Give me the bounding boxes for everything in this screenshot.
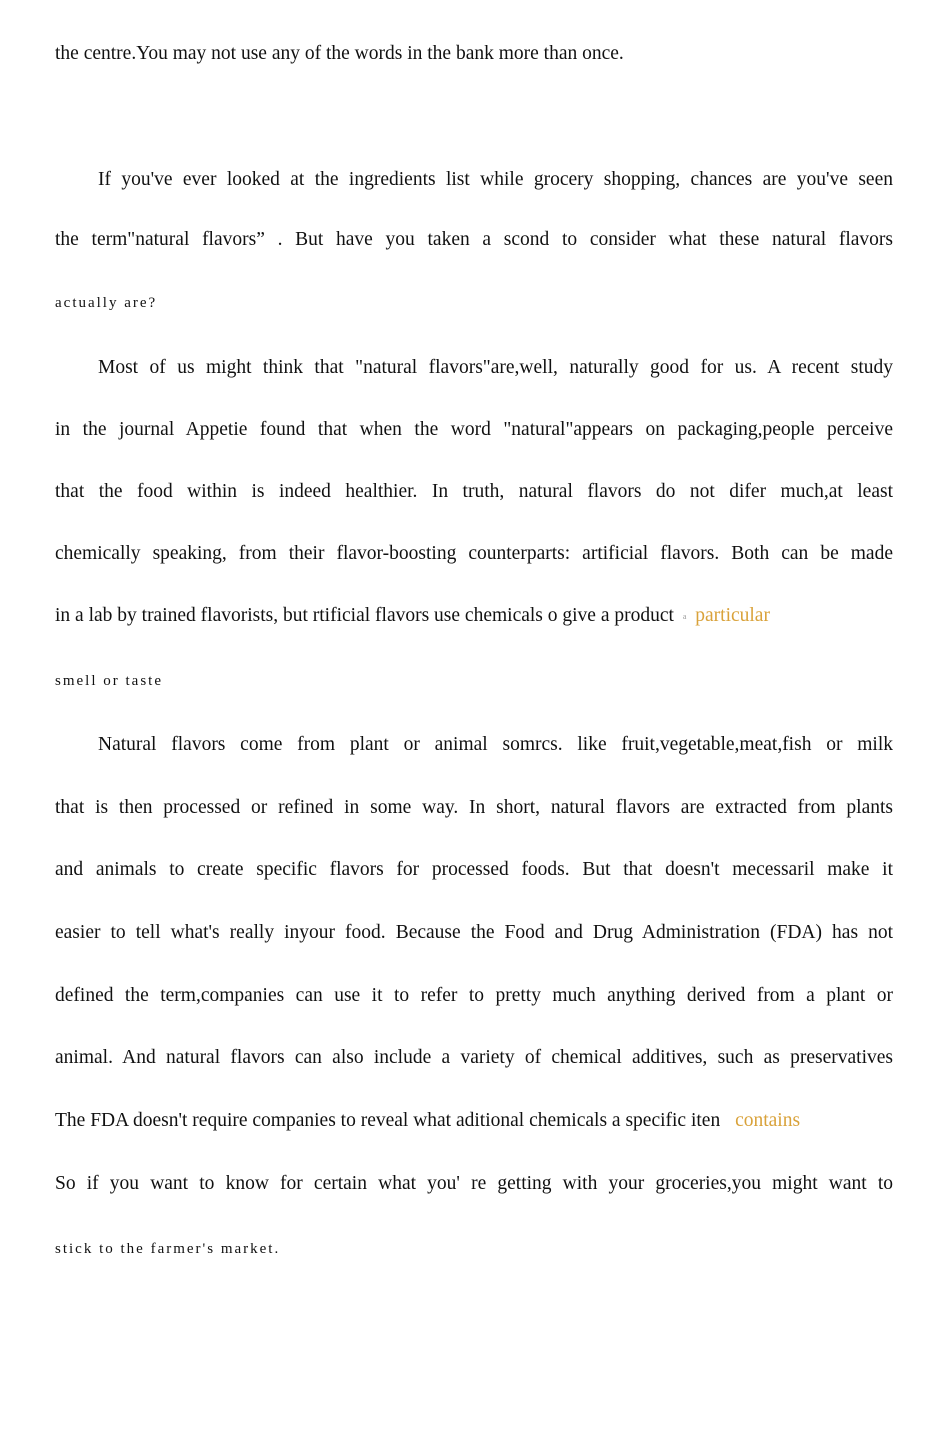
paragraph-3-line-4: easier to tell what's really inyour food. Because the Food and Drug Administration (FDA) has not (55, 922, 893, 943)
paragraph-2-line-2: in the journal Appetie found that when the word "natural"appears on packaging,people perceive (55, 419, 893, 440)
paragraph-3-line-9: stick to the farmer's market. (55, 1241, 281, 1257)
paragraph-3-line-3: and animals to create specific flavors for processed foods. But that doesn't mecessaril make it (55, 859, 893, 880)
paragraph-3-line-6: animal. And natural flavors can also include a variety of chemical additives, such as preservatives (55, 1047, 893, 1068)
paragraph-2-line-4: chemically speaking, from their flavor-boosting counterparts: artificial flavors. Both can be made (55, 543, 893, 564)
paragraph-3-line-7 (55, 1109, 800, 1133)
instruction-text: the centre.You may not use any of the words in the bank more than once. (55, 43, 624, 64)
paragraph-2-line-5 (55, 604, 770, 629)
answer-particular: particular (695, 605, 770, 626)
paragraph-3-line-5: defined the term,companies can use it to refer to pretty much anything derived from a plant or (55, 985, 893, 1006)
paragraph-1-line-2: the term"natural flavors” . But have you taken a scond to consider what these natural flavors (55, 229, 893, 250)
paragraph-2-line-6: smell or taste (55, 673, 163, 689)
blank-mark: a (682, 611, 687, 621)
paragraph-1-line-1: If you've ever looked at the ingredients list while grocery shopping, chances are you've seen (98, 169, 893, 190)
paragraph-3-line-2: that is then processed or refined in some way. In short, natural flavors are extracted from plants (55, 797, 893, 818)
paragraph-3-line-8: So if you want to know for certain what you' re getting with your groceries,you might want to (55, 1173, 893, 1194)
paragraph-1-line-3: actually are? (55, 295, 158, 311)
paragraph-2-line-5-text: in a lab by trained flavorists, but rtificial flavors use chemicals o give a product (55, 605, 674, 626)
paragraph-3-line-7-text: The FDA doesn't require companies to reveal what aditional chemicals a specific iten (55, 1110, 721, 1131)
answer-contains: contains (735, 1110, 801, 1131)
paragraph-2-line-1: Most of us might think that "natural flavors"are,well, naturally good for us. A recent study (98, 357, 893, 378)
paragraph-3-line-1: Natural flavors come from plant or animal somrcs. like fruit,vegetable,meat,fish or milk (98, 734, 893, 755)
paragraph-2-line-3: that the food within is indeed healthier. In truth, natural flavors do not difer much,at least (55, 481, 893, 502)
